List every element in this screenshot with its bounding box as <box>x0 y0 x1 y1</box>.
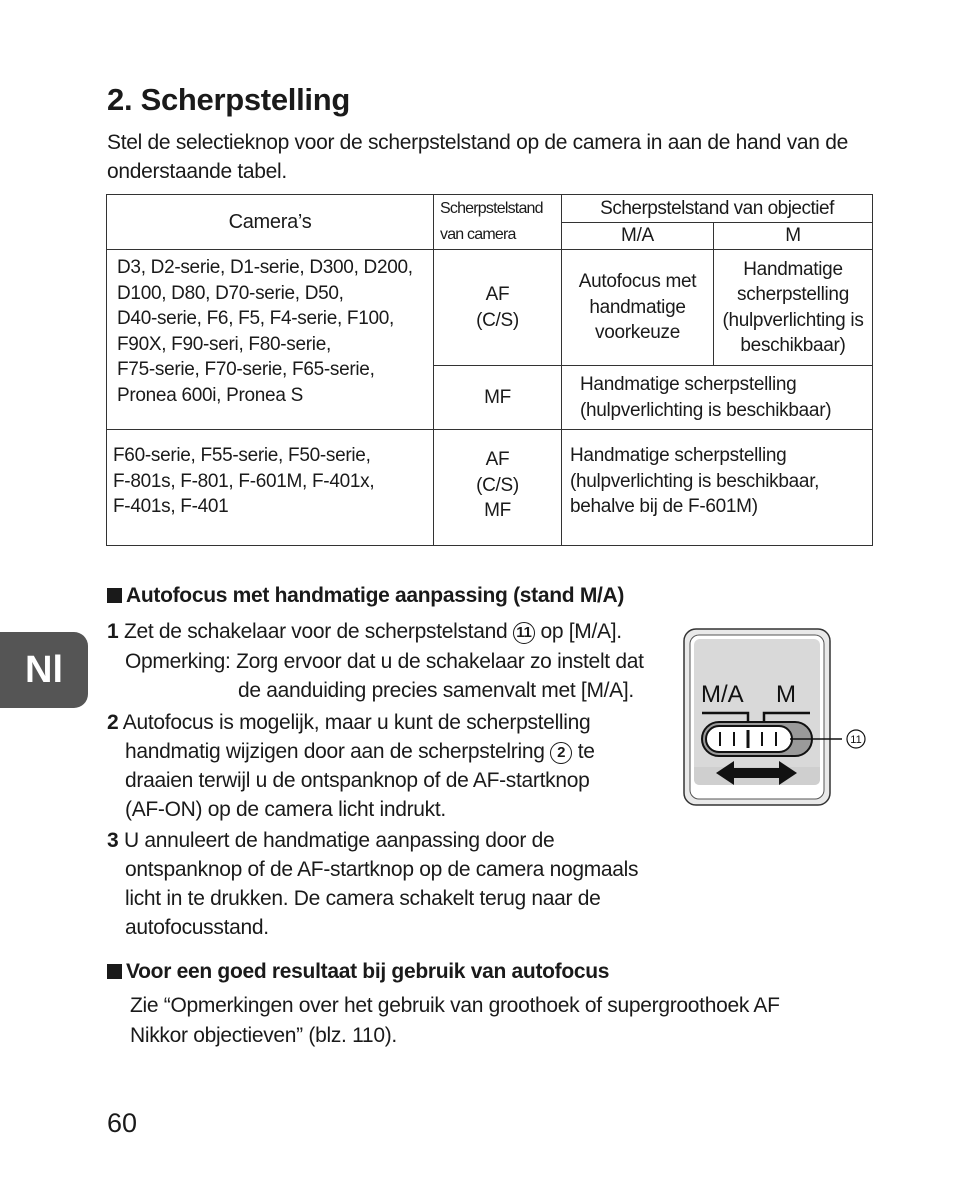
row1-af-ma: Autofocus met handmatige voorkeuze <box>562 250 714 366</box>
step-1-note: Opmerking: Zorg ervoor dat u de schakelaar zo instelt dat <box>125 650 644 673</box>
switch-label-ma: M/A <box>701 681 744 708</box>
svg-text:11: 11 <box>850 734 862 746</box>
row1-mf-mode: MF <box>434 366 562 430</box>
square-bullet-icon <box>107 964 122 979</box>
step-3-line3: licht in te drukken. De camera schakelt terug naar de <box>125 887 601 910</box>
tips-text-line2: Nikkor objectieven” (blz. 110). <box>130 1024 397 1047</box>
header-camera-focus-mode: Scherpstelstand van camera <box>434 195 562 250</box>
header-cameras: Camera’s <box>107 195 434 250</box>
step-3-line4: autofocusstand. <box>125 916 269 939</box>
section-heading-tips: Voor een goed resultaat bij gebruik van autofocus <box>107 960 609 984</box>
square-bullet-icon <box>107 588 122 603</box>
row2-text: Handmatige scherpstelling (hulpverlichting is beschikbaar, behalve bij de F-601M) <box>562 430 873 546</box>
row2-mode: AF (C/S) MF <box>434 430 562 546</box>
step-3: 3 U annuleert de handmatige aanpassing door de <box>107 829 555 852</box>
step-2: 2 Autofocus is mogelijk, maar u kunt de scherpstelling <box>107 711 591 734</box>
page-title: 2. Scherpstelling <box>107 82 350 117</box>
row1-af-m: Handmatige scherpstelling (hulpverlichting is beschikbaar) <box>714 250 873 366</box>
header-m: M <box>714 223 873 250</box>
step-2-line3: draaien terwijl u de ontspanknop of de AF-startknop <box>125 769 590 792</box>
tips-text-line1: Zie “Opmerkingen over het gebruik van groothoek of supergroothoek AF <box>130 994 780 1017</box>
focus-mode-table <box>106 194 873 546</box>
step-1: 1 Zet de schakelaar voor de scherpstelstand 11 op [M/A]. <box>107 620 622 643</box>
step-2-line4: (AF-ON) op de camera licht indrukt. <box>125 798 446 821</box>
step-2-line2: handmatig wijzigen door aan de scherpstelring 2 te <box>125 740 595 763</box>
step-1-note-cont: de aanduiding precies samenvalt met [M/A]. <box>238 679 634 702</box>
callout-11-icon: 11 <box>513 622 535 644</box>
row1-af-mode: AF (C/S) <box>434 250 562 366</box>
switch-label-m: M <box>776 681 796 708</box>
language-tab: Nl <box>0 632 88 708</box>
step-3-line2: ontspanknop of de AF-startknop op de camera nogmaals <box>125 858 639 881</box>
focus-mode-switch-diagram <box>682 627 872 807</box>
row1-cameras: D3, D2-serie, D1-serie, D300, D200, D100, D80, D70-serie, D50, D40-serie, F6, F5, F4-serie, F100, F90X, F90-seri, F80-serie, F75-serie, F70-serie, F65-serie, Pronea 600i, Pronea S <box>107 250 434 430</box>
header-ma: M/A <box>562 223 714 250</box>
header-lens-focus-mode: Scherpstelstand van objectief <box>562 195 873 223</box>
row1-mf-text: Handmatige scherpstelling (hulpverlichting is beschikbaar) <box>562 366 873 430</box>
page-number: 60 <box>107 1108 138 1138</box>
row2-cameras: F60-serie, F55-serie, F50-serie, F-801s, F-801, F-601M, F-401x, F-401s, F-401 <box>107 430 434 546</box>
intro-paragraph: Stel de selectieknop voor de scherpstelstand op de camera in aan de hand van de onderstaande tabel. <box>107 131 848 183</box>
section-heading-ma: Autofocus met handmatige aanpassing (stand M/A) <box>107 584 624 608</box>
callout-2-icon: 2 <box>550 742 572 764</box>
